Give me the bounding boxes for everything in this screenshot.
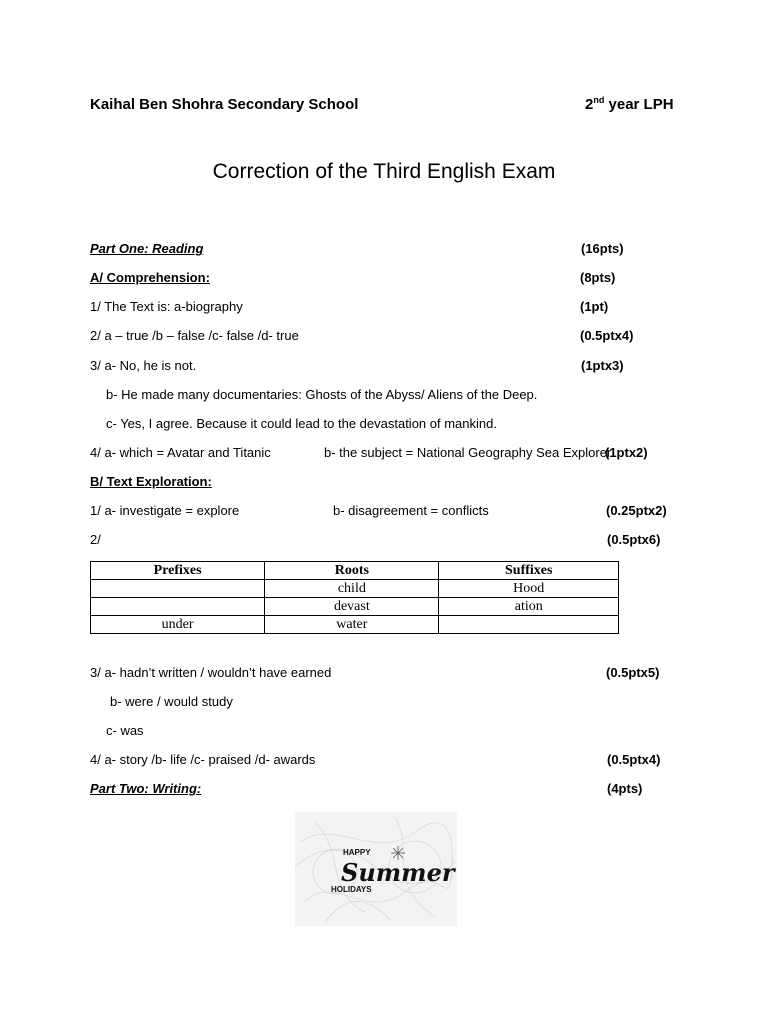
table-cell: ation [439, 598, 619, 616]
exploration-1-points: (0.25ptx2) [606, 503, 667, 518]
answer-1: 1/ The Text is: a-biography [90, 299, 243, 314]
affix-table-header [91, 562, 619, 580]
table-row [91, 598, 619, 616]
stamp-main-text: Summer [341, 858, 455, 887]
table-row [91, 616, 619, 634]
exploration-3a: 3/ a- hadn’t written / wouldn’t have earned [90, 665, 332, 680]
table-cell: under [91, 616, 265, 634]
year-suffix: nd [593, 95, 605, 105]
summer-holidays-graphic [295, 812, 457, 926]
table-cell: Hood [439, 580, 619, 598]
exploration-3b: b- were / would study [110, 694, 233, 709]
table-cell [439, 616, 619, 634]
exploration-4-points: (0.5ptx4) [607, 752, 661, 767]
answer-4a: 4/ a- which = Avatar and Titanic [90, 445, 271, 460]
exploration-2-label: 2/ [90, 532, 101, 547]
answer-3a: 3/ a- No, he is not. [90, 358, 197, 373]
year-number: 2 [585, 96, 594, 113]
exploration-2-points: (0.5ptx6) [607, 532, 661, 547]
part-one-points: (16pts) [581, 241, 624, 256]
section-a-heading: A/ Comprehension: [90, 270, 210, 285]
answer-4-points: (1ptx2) [605, 445, 648, 460]
answer-4b: b- the subject = National Geography Sea Explorer [324, 445, 612, 460]
stamp-bottom-text: HOLIDAYS [331, 885, 372, 894]
exploration-3c: c- was [106, 723, 144, 738]
stamp-top-text: HAPPY [343, 848, 371, 857]
col-roots: Roots [265, 562, 439, 580]
table-cell: devast [265, 598, 439, 616]
affix-table [90, 561, 619, 634]
answer-3c: c- Yes, I agree. Because it could lead to the devastation of mankind. [106, 416, 497, 431]
table-cell: water [265, 616, 439, 634]
col-prefixes: Prefixes [91, 562, 265, 580]
section-a-points: (8pts) [580, 270, 616, 285]
part-two-heading: Part Two: Writing: [90, 781, 202, 796]
section-b-heading: B/ Text Exploration: [90, 474, 212, 489]
answer-3b: b- He made many documentaries: Ghosts of the Abyss/ Aliens of the Deep. [106, 387, 538, 402]
col-suffixes: Suffixes [439, 562, 619, 580]
exploration-3-points: (0.5ptx5) [606, 665, 660, 680]
answer-1-points: (1pt) [580, 299, 609, 314]
answer-3-points: (1ptx3) [581, 358, 624, 373]
year-class: year LPH [604, 96, 674, 113]
answer-2-points: (0.5ptx4) [580, 328, 634, 343]
page-title: Correction of the Third English Exam [212, 160, 556, 183]
summer-holidays-stamp [295, 812, 457, 926]
table-row [91, 580, 619, 598]
part-one-heading: Part One: Reading [90, 241, 204, 256]
exploration-4: 4/ a- story /b- life /c- praised /d- awards [90, 752, 316, 767]
school-name: Kaihal Ben Shohra Secondary School [90, 96, 359, 113]
exploration-1b: b- disagreement = conflicts [333, 503, 489, 518]
table-cell: child [265, 580, 439, 598]
table-cell [91, 598, 265, 616]
exploration-1a: 1/ a- investigate = explore [90, 503, 240, 518]
part-two-points: (4pts) [607, 781, 643, 796]
table-cell [91, 580, 265, 598]
class-level [585, 96, 674, 113]
answer-2: 2/ a – true /b – false /c- false /d- true [90, 328, 299, 343]
